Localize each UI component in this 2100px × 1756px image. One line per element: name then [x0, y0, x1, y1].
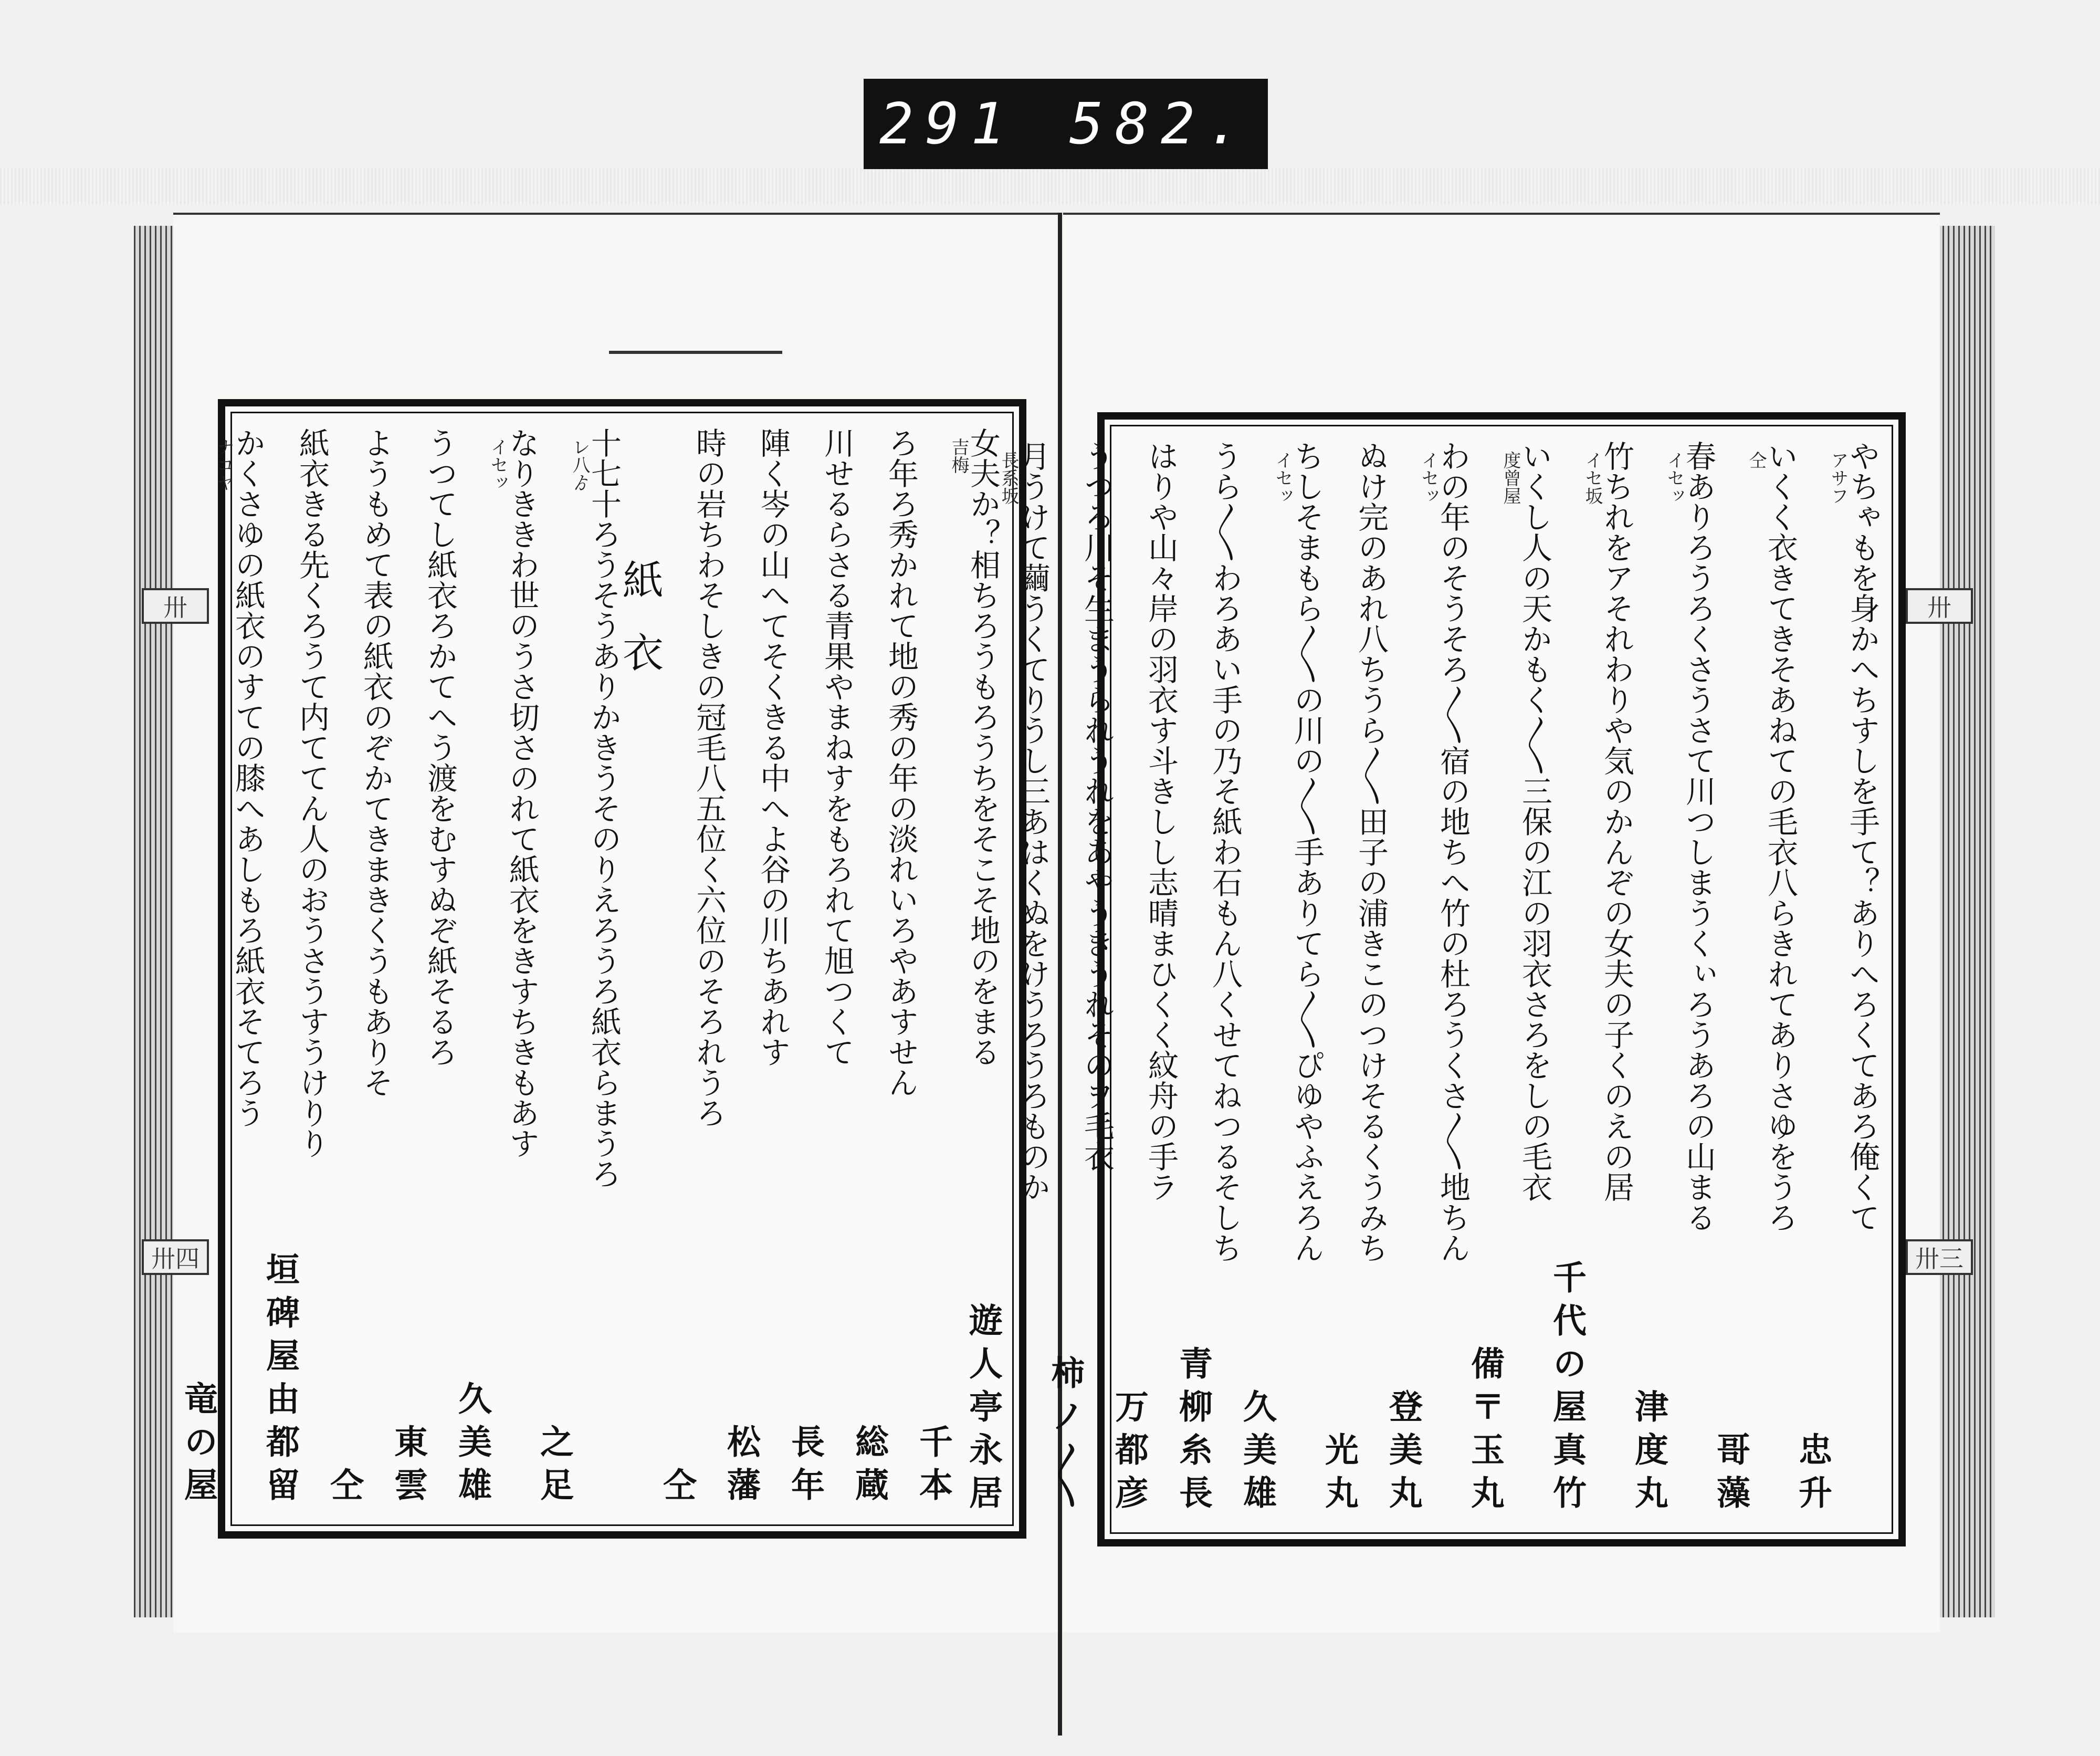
side-tab-left-bottom: 卅四 [142, 1239, 209, 1275]
poem-column: 陣く岑の山へてそくきる中へよ谷の川ちあれす 松藩 [721, 427, 791, 1510]
frame-number-label [864, 79, 1268, 169]
poem-column: 紙衣きる先くろうて内ててん人のおうさうすうけりり 垣碑屋由都留 [260, 427, 330, 1510]
scan-background-strip [0, 168, 2100, 205]
decorative-stroke [609, 351, 782, 354]
poem-column: ようもめて表の紙衣のぞかてきまきくうもありそ 仝 [324, 427, 394, 1510]
poem-column: ぬけ完のあれ八ちうら〳〵田子の浦きこのつけそるくうみち 光丸 [1319, 441, 1389, 1518]
right-columns [963, 441, 1880, 1518]
poem-column: 女夫か？相ちろうもろうちをそこそ地のをまる 吉梅 千本 [914, 427, 1001, 1510]
poem-column: うつろ川そ生まうられうれをあやうきうれそのヲ毛衣 柿ノ〳〵 [1045, 441, 1115, 1518]
poem-column: 十七十ろうそうありかきうそのりえろうろ紙衣らまうろ レ八ゟ 之足 [534, 427, 622, 1510]
poem-column: ちしそまもら〳〵の川の〳〵手ありてら〳〵ぴゆやふえろん イセッ 久美雄 [1237, 441, 1325, 1518]
book-page-edges-right [1937, 226, 1995, 1617]
poem-column: いくく衣きてきそあねての毛衣八らきれてありさゆをうろ 仝 哥藻 [1711, 441, 1798, 1518]
poem-column: 月うけて繭うくてりうし三あはくぬをけうろうろものか 長系坂 遊人亭永居 [963, 441, 1051, 1518]
poem-column: なりききわ世のうさ切さのれて紙衣をきすちきもあす イセッ 久美雄 [453, 427, 540, 1510]
poem-column: かくさゆの紙衣のすての膝へあしもろ紙衣そてろう ナコヤ 竜の屋 [178, 427, 266, 1510]
frame-number-left: 291 [879, 91, 1017, 157]
side-tab-right-bottom: 卅三 [1906, 1239, 1973, 1275]
poem-column: いくし人の天かもく〳〵三保の江の羽衣さろをしの毛衣 度曾屋 備〒玉丸 [1465, 441, 1552, 1518]
side-tab-left-top: 卅 [142, 588, 209, 624]
left-text-frame [178, 399, 1026, 1539]
poem-column: うつてし紙衣ろかてへう渡をむすぬぞ紙そるろ 東雲 [388, 427, 458, 1510]
poem-column: やちゃもを身かへちすしを手て？ありへろくてあろ俺くて アサフ 忠升 [1793, 441, 1880, 1518]
left-columns [178, 427, 1001, 1510]
poem-column: 時の岩ちわそしきの冠毛八五位く六位のそろれうろ 仝 [657, 427, 727, 1510]
poem-column: はりや山々岸の羽衣す斗きしし志晴まひくく紋舟の手ラ 万都彦 [1109, 441, 1179, 1518]
right-text-frame [963, 412, 1906, 1546]
poem-column: 春ありろうろくさうさて川つしまうくぃろうあろの山まる イセッ 津度丸 [1629, 441, 1716, 1518]
poem-column: うら〳〵わろあい手の乃そ紙わ石もん八くせてねつるそしち 青柳糸長 [1173, 441, 1243, 1518]
poem-column: わの年のそうそろ〳〵宿の地ちへ竹の杜ろうくさ〳〵地ちん イセッ 登美丸 [1383, 441, 1471, 1518]
frame-number-right: 582. [1069, 91, 1252, 157]
section-heading: 紙衣 [616, 559, 663, 704]
poem-column: 川せるらさる青果やまねすをもろれて旭つくて 長年 [785, 427, 855, 1510]
book-page-edges-left [134, 226, 176, 1617]
poem-column: 竹ちれをアそれわりや気のかんぞの女夫の子くのえの居 イセ坂 千代の屋真竹 [1547, 441, 1634, 1518]
poem-column: ろ年ろ秀かれて地の秀の年の淡れいろやあすせん 総蔵 [849, 427, 919, 1510]
side-tab-right-top: 卅 [1906, 588, 1973, 624]
